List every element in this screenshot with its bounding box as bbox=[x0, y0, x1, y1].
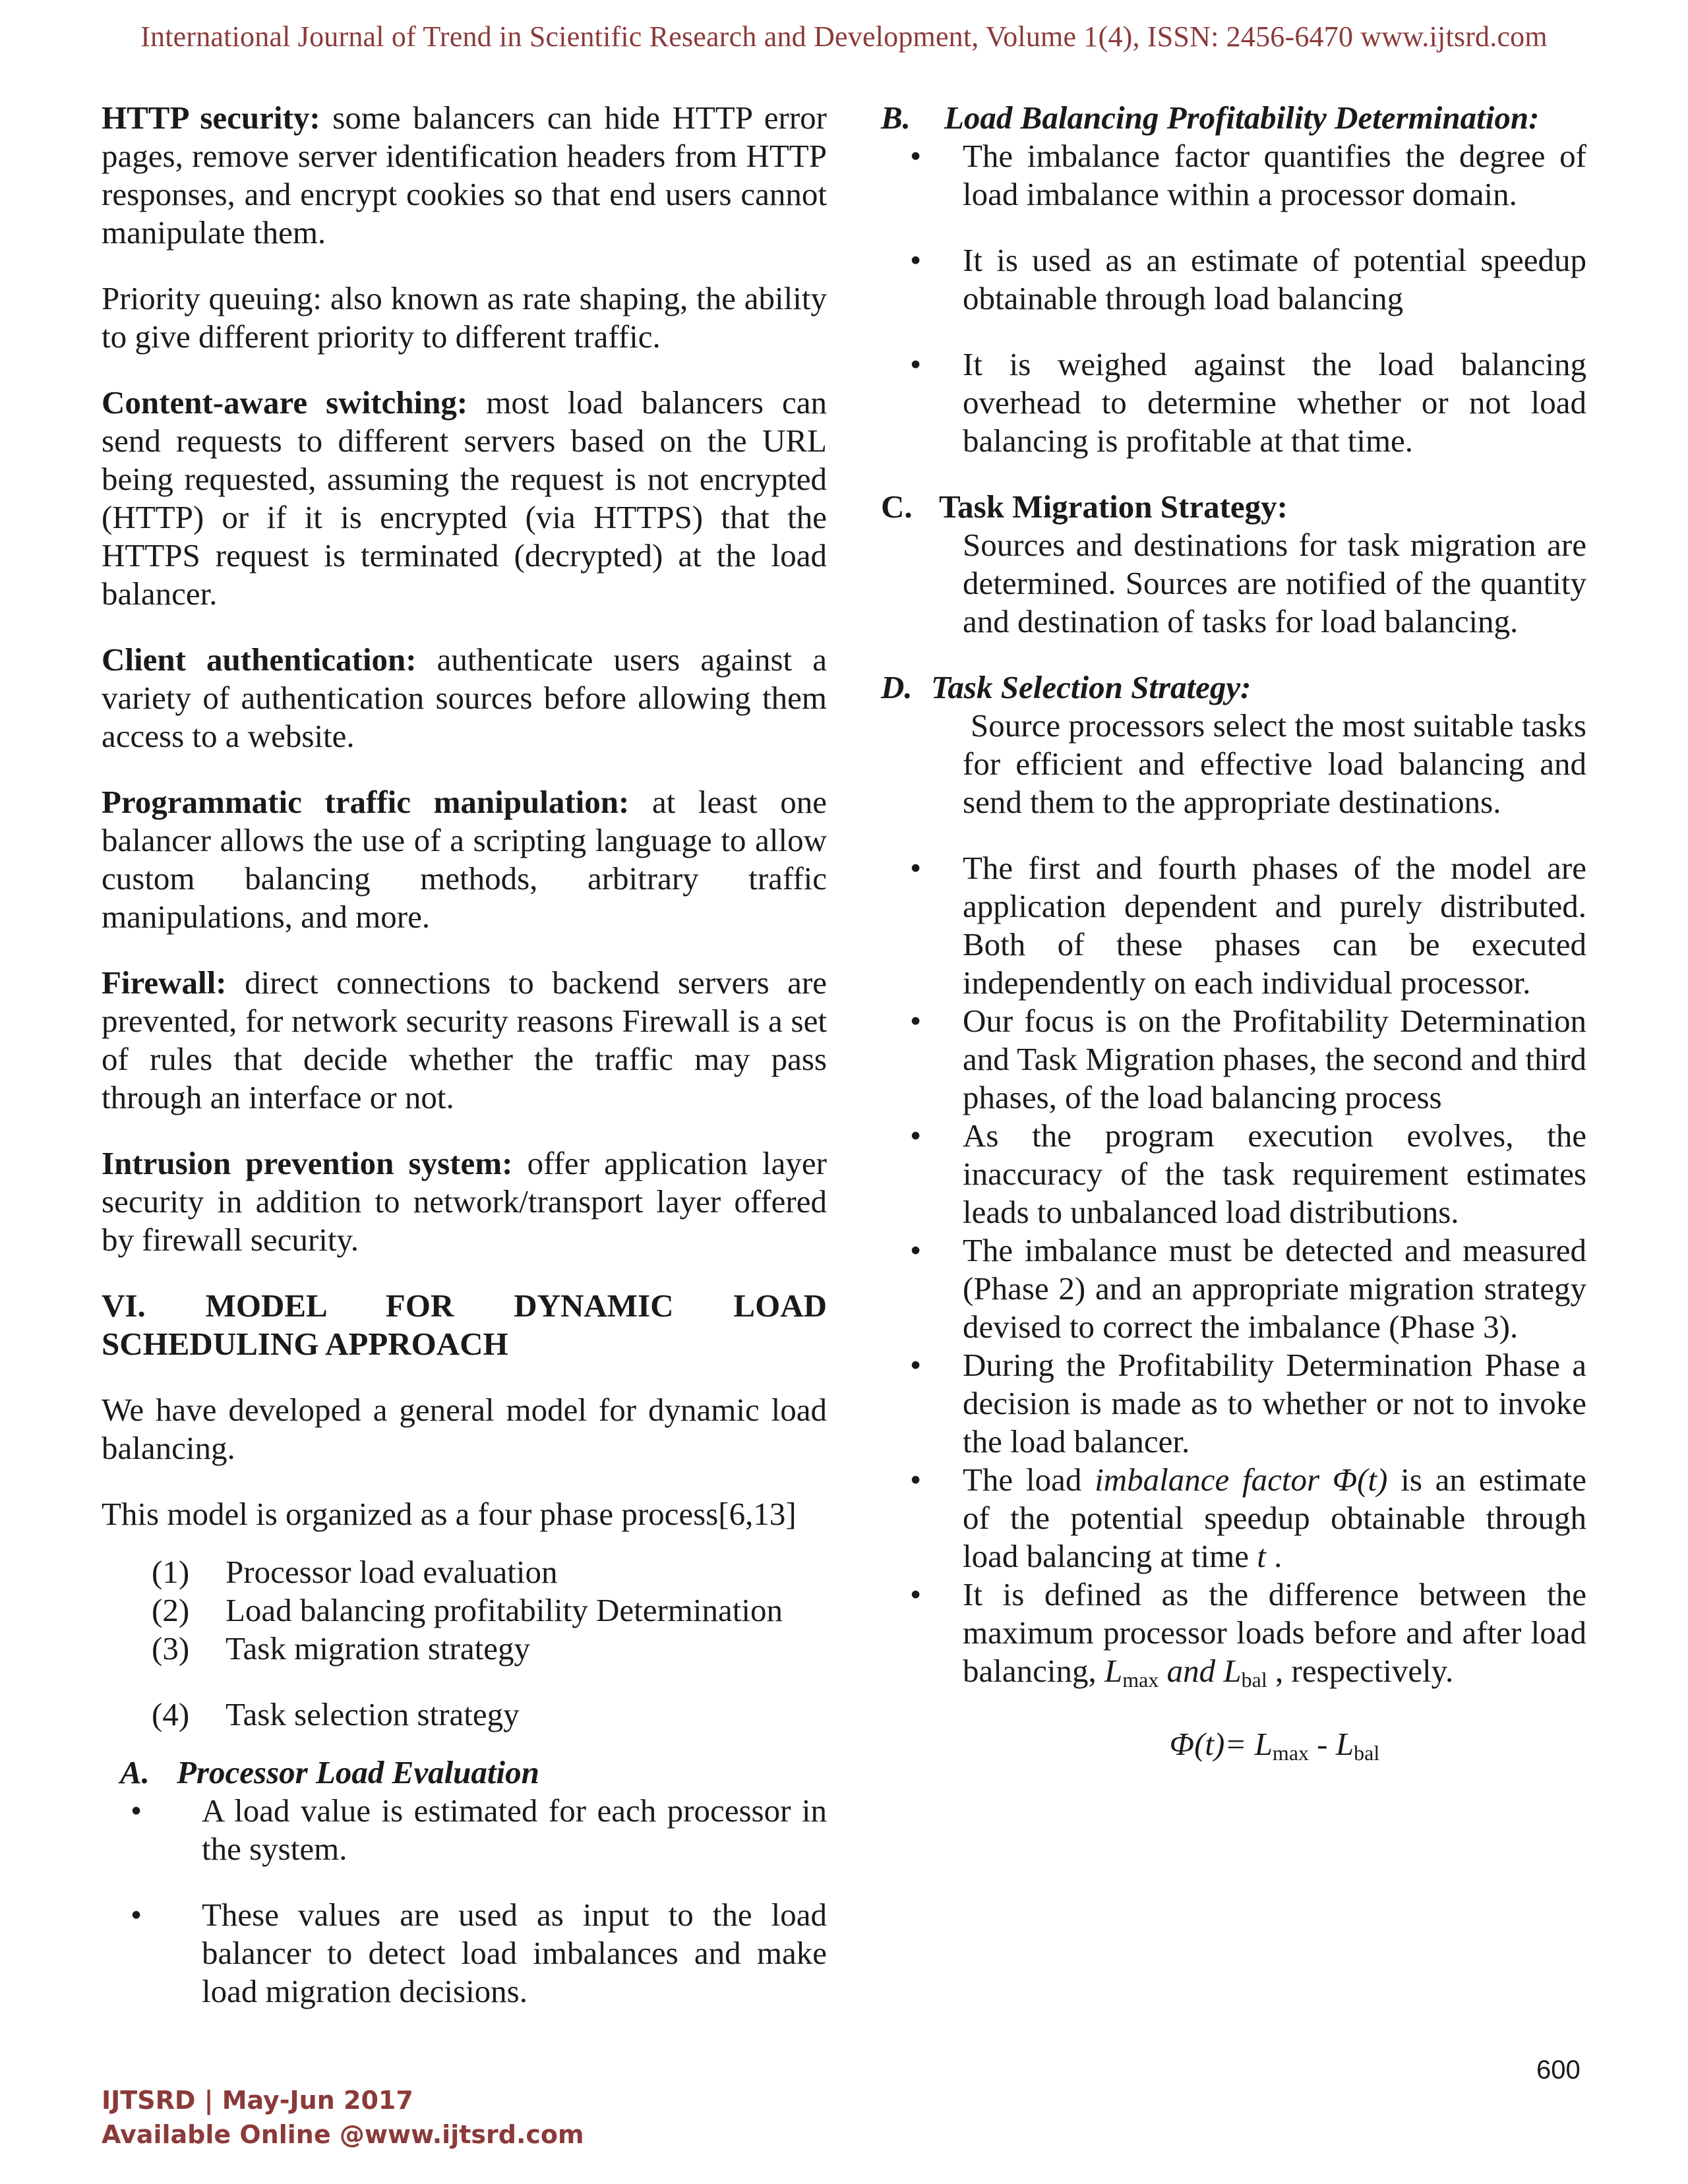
subsection-d-bullets bbox=[881, 849, 1586, 1699]
feature-intrusion-prevention: Intrusion prevention system: offer application layer security in addition to network/transport layer offered by firewall security. bbox=[102, 1145, 827, 1258]
page-number: 600 bbox=[1536, 2055, 1581, 2084]
list-item: • The imbalance factor quantifies the degree of load imbalance within a processor domain. bbox=[881, 137, 1586, 214]
list-item: • As the program execution evolves, the inaccuracy of the task requirement estimates leads to unbalanced load distributions. bbox=[881, 1117, 1586, 1231]
feature-content-aware-switching: Content-aware switching: most load balancers can send requests to different servers based on the URL being requested, assuming the request is not encrypted (HTTP) or if it is encrypted (via HTTPS) that the HTTPS request is terminated (decrypted) at the load balancer. bbox=[102, 384, 827, 612]
phase-item: (4) Task selection strategy bbox=[152, 1696, 520, 1732]
list-item: • During the Profitability Determination Phase a decision is made as to whether or not to invoke the load balancer. bbox=[881, 1346, 1586, 1461]
imbalance-factor-item: • The load imbalance factor Φ(t) is an estimate of the potential speedup obtainable through load balancing at time t . bbox=[881, 1461, 1586, 1576]
left-column bbox=[102, 99, 827, 2038]
running-head: International Journal of Trend in Scientific Research and Development, Volume 1(4), ISSN: 2456-6470 www.ijtsrd.com bbox=[140, 20, 1548, 53]
definition-item: • It is defined as the difference between the maximum processor loads before and after load balancing, $L_{max}$ and $L_{bal}$ , respectively. bbox=[881, 1576, 1586, 1699]
intro-paragraph: We have developed a general model for dynamic load balancing. bbox=[102, 1392, 827, 1466]
phase-item: (2) Load balancing profitability Determination bbox=[152, 1592, 783, 1628]
subsection-c-text: Sources and destinations for task migration are determined. Sources are notified of the quantity and destination of tasks for load balancing. bbox=[963, 527, 1586, 639]
right-column bbox=[881, 99, 1586, 1772]
list-item: • The first and fourth phases of the model are application dependent and purely distributed. Both of these phases can be executed independently on each individual processor. bbox=[881, 849, 1586, 1002]
phase-item: (1) Processor load evaluation bbox=[152, 1554, 558, 1590]
subsection-b-bullets bbox=[881, 137, 1586, 460]
list-item: • It is weighed against the load balancing overhead to determine whether or not load balancing is profitable at that time. bbox=[881, 345, 1586, 460]
section-heading: VI. MODEL FOR DYNAMIC LOAD SCHEDULING APPROACH bbox=[102, 1287, 827, 1362]
footer-website: Available Online @www.ijtsrd.com bbox=[102, 2120, 584, 2149]
imbalance-formula: $\Phi(t)= L_{max} - L_{bal}$ bbox=[1169, 1726, 1380, 1765]
subsection-c-heading: C. Task Migration Strategy: bbox=[881, 488, 1288, 525]
feature-firewall: Firewall: direct connections to backend servers are prevented, for network security reasons Firewall is a set of rules that decide whether the traffic may pass through an interface or not. bbox=[102, 964, 827, 1115]
list-item: • Our focus is on the Profitability Determination and Task Migration phases, the second and third phases, of the load balancing process bbox=[881, 1002, 1586, 1117]
footer-journal-issue: IJTSRD | May-Jun 2017 bbox=[102, 2086, 413, 2115]
subsection-d-heading: D. Task Selection Strategy: bbox=[881, 669, 1251, 705]
feature-http-security: HTTP security: some balancers can hide HTTP error pages, remove server identification headers from HTTP responses, and encrypt cookies so that end users cannot manipulate them. bbox=[102, 100, 827, 251]
phase-item: (3) Task migration strategy bbox=[152, 1630, 530, 1667]
feature-programmatic-traffic: Programmatic traffic manipulation: at least one balancer allows the use of a scripting language to allow custom balancing methods, arbitrary traffic manipulations, and more. bbox=[102, 784, 827, 935]
list-item: • The imbalance must be detected and measured (Phase 2) and an appropriate migration strategy devised to correct the imbalance (Phase 3). bbox=[881, 1231, 1586, 1346]
subsection-b-heading: B. Load Balancing Profitability Determination: bbox=[881, 100, 1540, 136]
page-footer bbox=[102, 2083, 584, 2152]
list-item: • A load value is estimated for each processor in the system. bbox=[102, 1792, 827, 1868]
phase-list bbox=[102, 1553, 827, 1734]
four-phase-paragraph: This model is organized as a four phase process[6,13] bbox=[102, 1496, 797, 1532]
subsection-d-text: Source processors select the most suitable tasks for efficient and effective load balancing and send them to the appropriate destinations. bbox=[963, 707, 1586, 820]
feature-priority-queuing: Priority queuing: also known as rate shaping, the ability to give different priority to different traffic. bbox=[102, 280, 827, 355]
feature-client-authentication: Client authentication: authenticate users against a variety of authentication sources before allowing them access to a website. bbox=[102, 641, 827, 754]
list-item: • It is used as an estimate of potential speedup obtainable through load balancing bbox=[881, 241, 1586, 318]
list-item: • These values are used as input to the load balancer to detect load imbalances and make load migration decisions. bbox=[102, 1896, 827, 2011]
subsection-a-bullets bbox=[102, 1792, 827, 2011]
subsection-a-heading: A. Processor Load Evaluation bbox=[120, 1754, 539, 1790]
